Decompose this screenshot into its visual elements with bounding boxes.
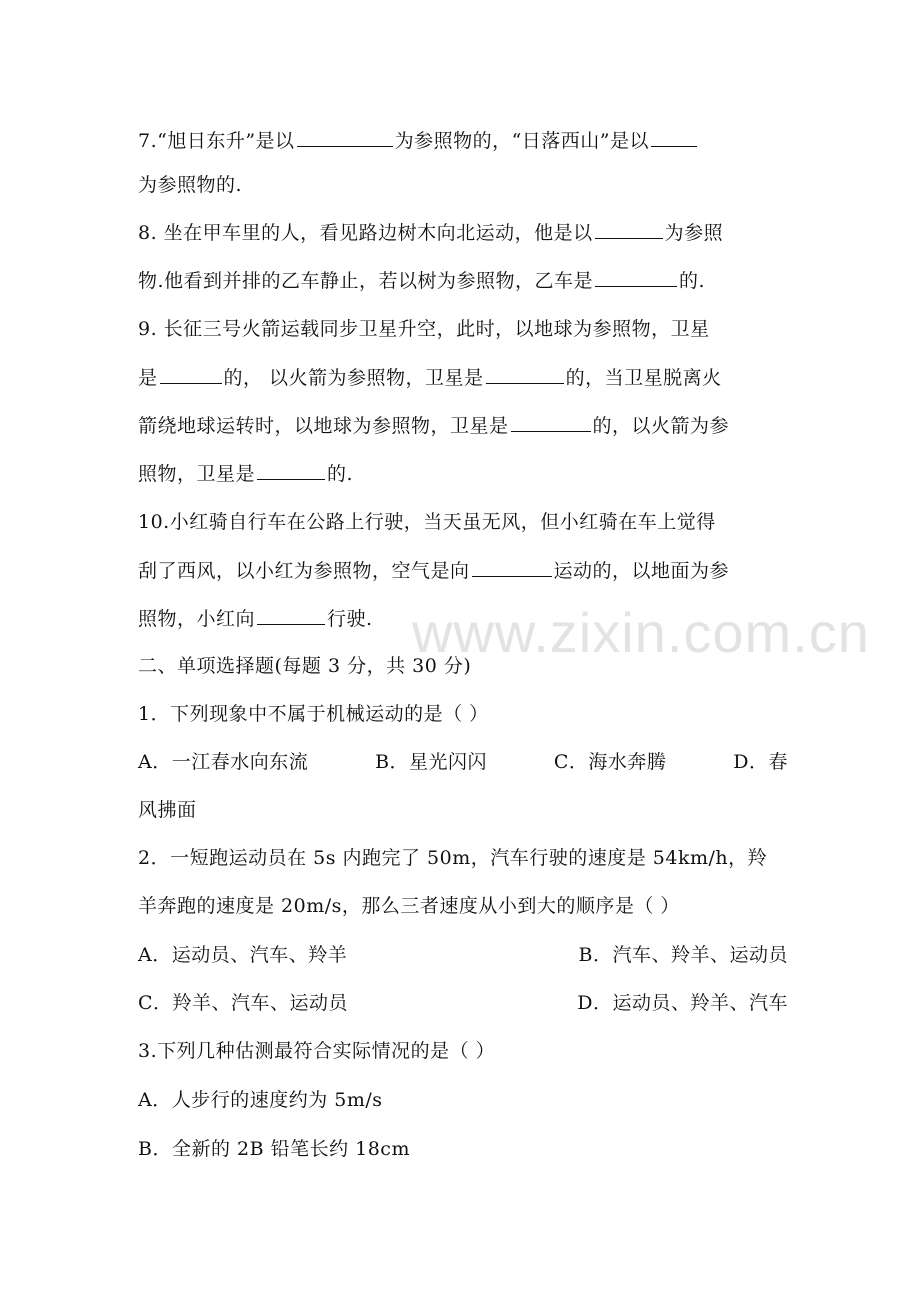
answer-blank[interactable] [511, 413, 591, 432]
answer-blank[interactable] [297, 128, 393, 147]
s2-q2-stem-2: 羊奔跑的速度是 20m/s，那么三者速度从小到大的顺序是（ ） [138, 895, 680, 917]
q8-line-2: 物.他看到并排的乙车静止，若以树为参照物，乙车是 的. [138, 270, 706, 292]
option-c[interactable]: C．羚羊、汽车、运动员 [138, 992, 349, 1014]
answer-blank[interactable] [595, 220, 663, 239]
q9-line-4: 照物，卫星是 的. [138, 463, 354, 485]
q9-line-3: 箭绕地球运转时，以地球为参照物，卫星是 的，以火箭为参 [138, 415, 730, 437]
option-d[interactable]: D．春 [733, 751, 788, 773]
watermark: www.zixin.com.cn [412, 601, 870, 664]
s2-q2-options-cd [138, 991, 788, 1015]
s2-q3-option-a[interactable]: A．人步行的速度约为 5m/s [138, 1089, 383, 1111]
q10-line-3: 照物，小红向 行驶. [138, 608, 373, 630]
answer-blank[interactable] [160, 365, 222, 384]
option-a[interactable]: A．一江春水向东流 [138, 751, 309, 773]
q10-line-1: 10.小红骑自行车在公路上行驶，当天虽无风，但小红骑在车上觉得 [138, 511, 716, 533]
option-a[interactable]: A．运动员、汽车、羚羊 [138, 944, 348, 966]
q8-line-1: 8. 坐在甲车里的人，看见路边树木向北运动，他是以 为参照 [138, 222, 724, 244]
s2-q1-option-d-cont: 风拂面 [138, 799, 197, 821]
s2-q1-stem: 1．下列现象中不属于机械运动的是（ ） [138, 703, 489, 725]
q10-line-2: 刮了西风，以小红为参照物，空气是向 运动的，以地面为参 [138, 560, 730, 582]
answer-blank[interactable] [257, 606, 325, 625]
option-b[interactable]: B．汽车、羚羊、运动员 [578, 944, 788, 966]
s2-q3-option-b[interactable]: B．全新的 2B 铅笔长约 18cm [138, 1138, 410, 1160]
answer-blank[interactable] [472, 558, 552, 577]
q7-line-2: 为参照物的. [138, 174, 243, 196]
s2-q2-options-ab [138, 943, 788, 967]
s2-q3-stem: 3.下列几种估测最符合实际情况的是（ ） [138, 1040, 496, 1062]
answer-blank[interactable] [595, 268, 677, 287]
section-2-title: 二、单项选择题(每题 3 分，共 30 分) [138, 655, 472, 677]
option-d[interactable]: D．运动员、羚羊、汽车 [577, 992, 788, 1014]
option-b[interactable]: B．星光闪闪 [375, 751, 488, 773]
q9-line-2: 是 的， 以火箭为参照物，卫星是 的，当卫星脱离火 [138, 367, 722, 389]
s2-q2-stem-1: 2．一短跑运动员在 5s 内跑完了 50m，汽车行驶的速度是 54km/h，羚 [138, 847, 768, 869]
answer-blank[interactable] [651, 128, 697, 147]
q9-line-1: 9. 长征三号火箭运载同步卫星升空，此时，以地球为参照物，卫星 [138, 318, 710, 340]
answer-blank[interactable] [486, 365, 564, 384]
option-c[interactable]: C．海水奔腾 [553, 751, 667, 773]
q7-line-1: 7.“旭日东升”是以 为参照物的，“日落西山”是以 [138, 128, 788, 153]
answer-blank[interactable] [257, 461, 325, 480]
s2-q1-options [138, 750, 788, 774]
